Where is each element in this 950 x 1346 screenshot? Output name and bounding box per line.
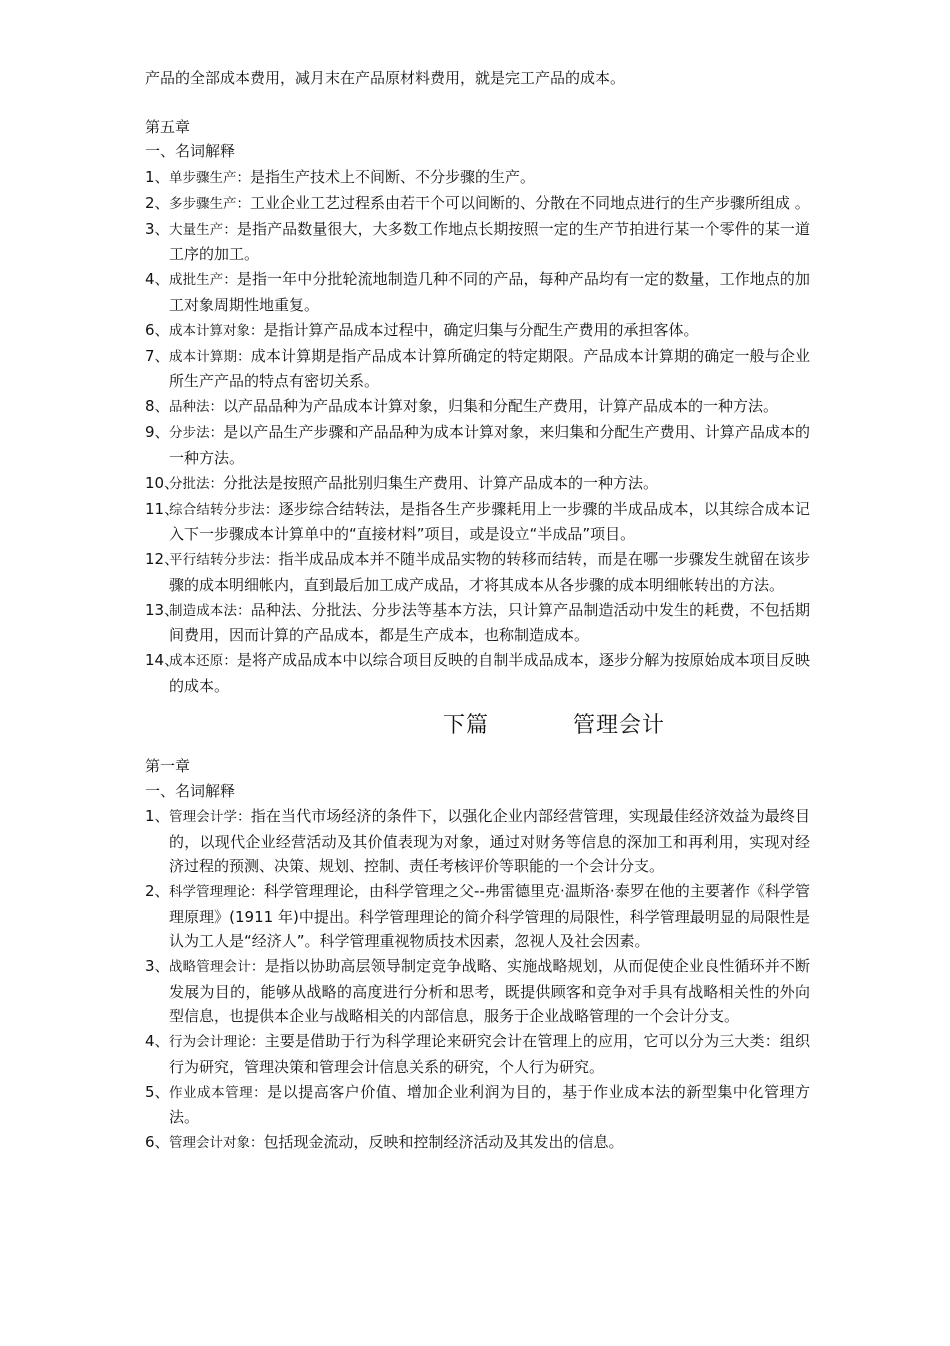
term-item [145, 267, 810, 317]
term-keyword: 成本还原： [169, 653, 237, 669]
term-definition: 是以提高客户价值、增加企业利润为目的，基于作业成本法的新型集中化管理方法。 [169, 1082, 810, 1126]
chapter-1-title: 第一章 [145, 757, 191, 775]
term-number: 10、 [145, 473, 180, 492]
term-keyword: 单步骤生产： [169, 169, 250, 186]
term-keyword: 综合结转分步法： [169, 501, 279, 518]
term-item [145, 648, 810, 698]
term-definition: 是指一年中分批轮流地制造几种不同的产品，每种产品均有一定的数量，工作地点的加工对象周期性地重复。 [169, 270, 810, 314]
term-item [145, 547, 810, 597]
term-definition: 包括现金流动，反映和控制经济活动及其发出的信息。 [263, 1133, 624, 1151]
term-definition: 是指产品数量很大，大多数工作地点长期按照一定的生产节拍进行某一个零件的某一道工序的加工。 [169, 219, 810, 263]
term-number: 1、 [145, 807, 170, 825]
term-keyword: 制造成本法： [169, 602, 251, 619]
term-number: 9、 [145, 423, 170, 441]
term-keyword: 行为会计理论： [169, 1034, 265, 1050]
term-item [145, 954, 810, 1029]
term-keyword: 管理会计对象： [169, 1135, 264, 1151]
part-title-left: 下篇 [443, 713, 490, 738]
term-item [145, 165, 810, 191]
term-definition: 是指计算产品成本过程中，确定归集与分配生产费用的承担客体。 [263, 320, 699, 339]
term-item [145, 318, 810, 344]
term-definition: 成本计算期是指产品成本计算所确定的特定期限。产品成本计算期的确定一般与企业所生产产品的特点有密切关系。 [169, 346, 810, 390]
term-keyword: 成批生产： [169, 272, 237, 288]
chapter-1-section-heading: 一、名词解释 [145, 781, 236, 800]
term-item [145, 344, 810, 394]
term-number: 2、 [145, 193, 170, 212]
part-title [145, 702, 810, 750]
chapter-5-title: 第五章 [145, 117, 191, 136]
term-number: 11、 [145, 499, 180, 518]
term-keyword: 科学管理理论： [169, 884, 264, 900]
term-item [145, 191, 810, 217]
term-item [145, 497, 810, 547]
term-definition: 是以产品生产步骤和产品品种为成本计算对象，来归集和分配生产费用、计算产品成本的一种方法。 [169, 423, 811, 467]
term-keyword: 成本计算期： [169, 348, 251, 365]
term-definition: 指在当代市场经济的条件下，以强化企业内部经营管理，实现最佳经济效益为最终目的，以现代企业经营活动及其价值表现为对象，通过对财务等信息的深加工和再利用，实现对经济过程的预测、决策、规划、控制、责任考核评价等职能的一个会计分支。 [169, 807, 810, 875]
term-definition: 主要是借助于行为科学理论来研究会计在管理上的应用，它可以分为三大类：组织行为研究，管理决策和管理会计信息关系的研究，个人行为研究。 [169, 1032, 811, 1076]
term-keyword: 管理会计学： [169, 809, 251, 825]
term-number: 12、 [145, 550, 180, 568]
term-item [145, 598, 810, 648]
part-title-right: 管理会计 [573, 713, 666, 738]
term-keyword: 品种法： [169, 399, 223, 415]
term-keyword: 成本计算对象： [169, 322, 264, 339]
document-page [145, 66, 810, 1156]
term-keyword: 平行结转分步法： [169, 552, 279, 568]
term-definition: 分批法是按照产品批别归集生产费用、计算产品成本的一种方法。 [223, 473, 659, 492]
term-keyword: 分批法： [169, 475, 223, 492]
term-definition: 逐步综合结转法，是指各生产步骤耗用上一步骤的半成品成本，以其综合成本记入下一步骤成本计算单中的“直接材料”项目，或是设立“半成品”项目。 [169, 499, 810, 543]
term-number: 8、 [145, 397, 170, 415]
chapter-5-block [145, 115, 810, 699]
term-definition: 工业企业工艺过程系由若干个可以间断的、分散在不同地点进行的生产步骤所组成 。 [250, 193, 810, 212]
term-definition: 是将产成品成本中以综合项目反映的自制半成品成本，逐步分解为按原始成本项目反映的成本。 [169, 651, 810, 695]
term-keyword: 大量生产： [169, 221, 237, 238]
term-number: 4、 [145, 1032, 170, 1050]
chapter-1-block [145, 754, 810, 1156]
term-definition: 以产品品种为产品成本计算对象，归集和分配生产费用，计算产品成本的一种方法。 [223, 397, 779, 415]
term-definition: 是指生产技术上不间断、不分步骤的生产。 [250, 167, 536, 186]
term-number: 2、 [145, 882, 170, 900]
term-definition: 指半成品成本并不随半成品实物的转移而结转，而是在哪一步骤发生就留在该步骤的成本明细帐内，直到最后加工成产成品，才将其成本从各步骤的成本明细帐转出的方法。 [169, 550, 810, 594]
term-number: 3、 [145, 219, 170, 238]
term-keyword: 多步骤生产： [169, 195, 250, 212]
term-number: 5、 [145, 1082, 170, 1101]
term-item [145, 217, 810, 267]
term-keyword: 作业成本管理： [169, 1084, 268, 1101]
term-number: 3、 [145, 957, 170, 975]
term-definition: 科学管理理论，由科学管理之父--弗雷德里克·温斯洛·泰罗在他的主要著作《科学管理原理》(1911 年)中提出。科学管理理论的简介科学管理的局限性，科学管理最明显的局限性是认为工人是“经济人”。科学管理重视物质技术因素，忽视人及社会因素。 [169, 882, 810, 950]
term-item [145, 420, 810, 470]
term-keyword: 战略管理会计： [169, 959, 265, 975]
term-item [145, 879, 810, 954]
term-number: 14、 [145, 651, 180, 669]
term-number: 4、 [145, 270, 170, 288]
term-number: 6、 [145, 320, 170, 339]
term-item [145, 471, 810, 497]
term-item [145, 1080, 810, 1130]
term-item [145, 394, 810, 420]
term-item [145, 804, 810, 879]
term-definition: 品种法、分批法、分步法等基本方法，只计算产品制造活动中发生的耗费，不包括期间费用，因而计算的产品成本，都是生产成本，也称制造成本。 [169, 600, 810, 644]
chapter-5-section-heading: 一、名词解释 [145, 142, 236, 160]
term-item [145, 1029, 810, 1079]
term-number: 6、 [145, 1133, 170, 1151]
term-item [145, 1130, 810, 1156]
term-number: 1、 [145, 167, 170, 186]
term-keyword: 分步法： [169, 425, 224, 441]
intro-paragraph: 产品的全部成本费用，减月末在产品原材料费用，就是完工产品的成本。 [145, 69, 626, 87]
term-number: 7、 [145, 346, 170, 365]
term-definition: 是指以协助高层领导制定竞争战略、实施战略规划，从而促使企业良性循环并不断发展为目的，能够从战略的高度进行分析和思考，既提供顾客和竞争对手具有战略相关性的外向型信息，也提供本企业与战略相关的内部信息，服务于企业战略管理的一个会计分支。 [169, 957, 811, 1025]
term-number: 13、 [145, 600, 180, 619]
